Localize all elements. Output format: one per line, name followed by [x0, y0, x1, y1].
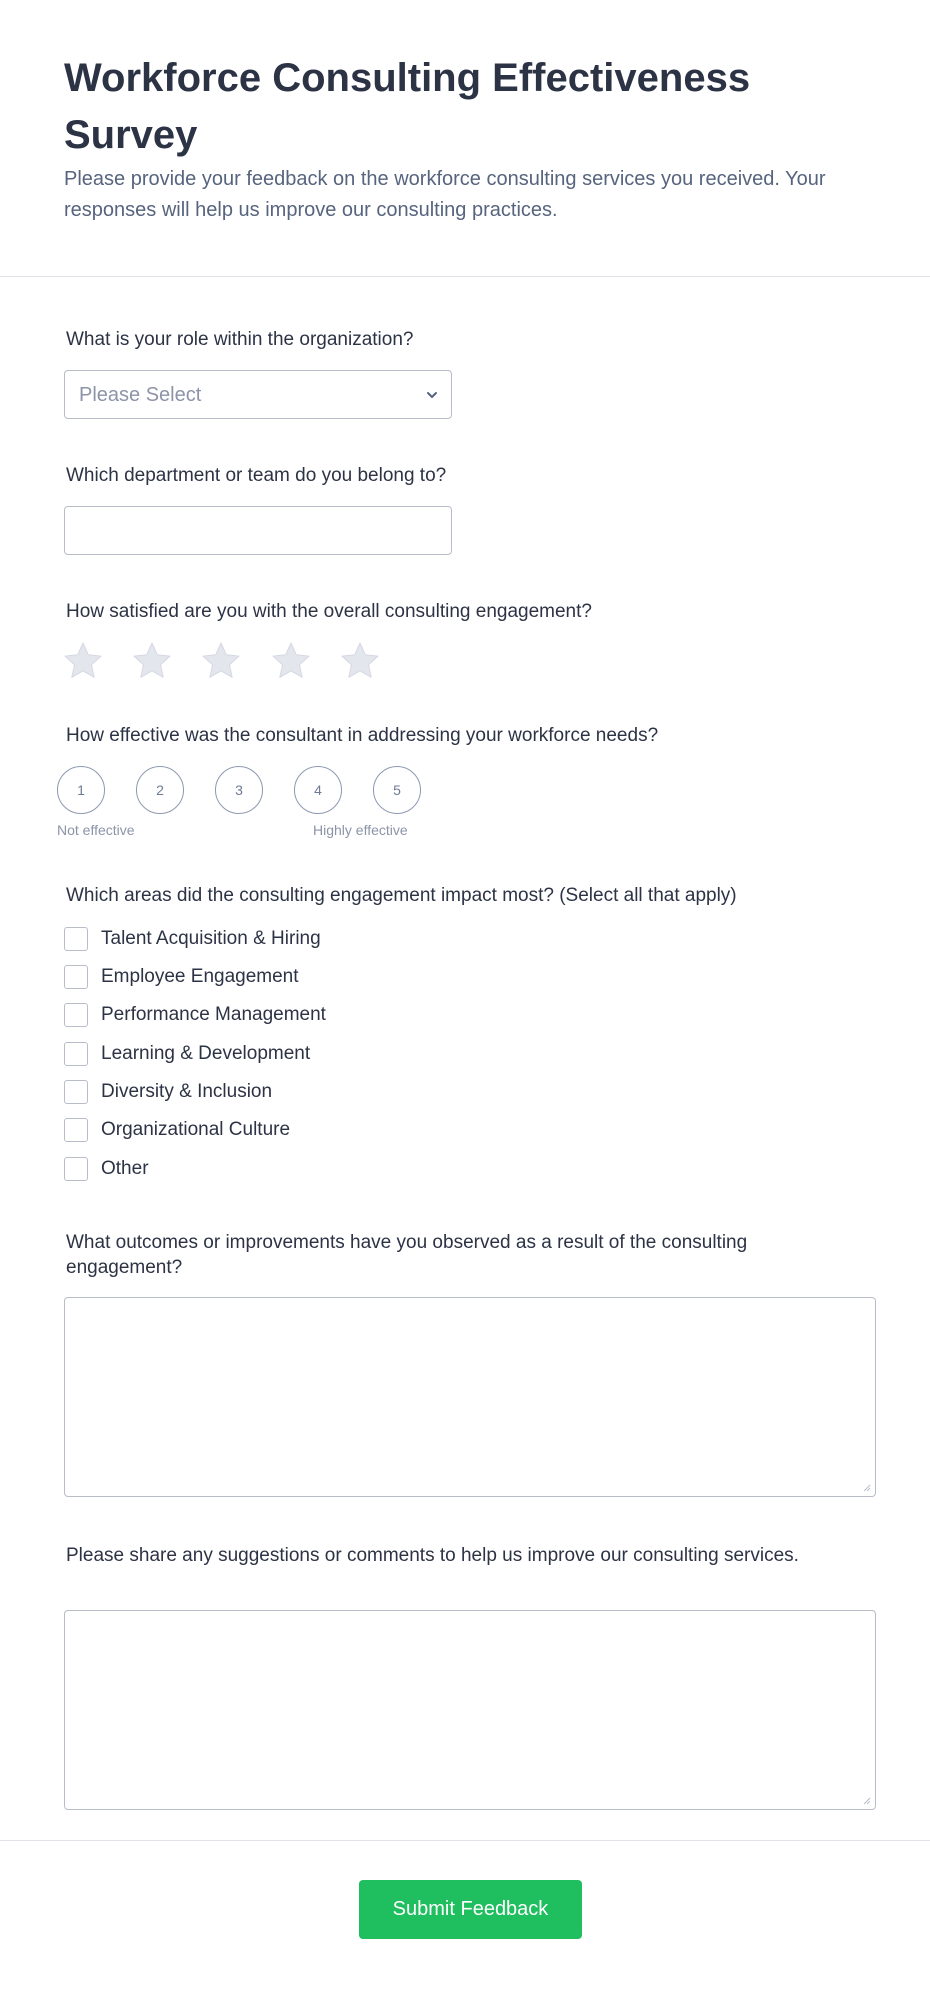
submit-button[interactable]: Submit Feedback: [359, 1880, 582, 1939]
checkbox[interactable]: [64, 1118, 88, 1142]
star-rating-2-icon[interactable]: [131, 640, 173, 682]
scale-option-2[interactable]: 2: [136, 766, 184, 814]
scale-option-1[interactable]: 1: [57, 766, 105, 814]
checkbox[interactable]: [64, 1080, 88, 1104]
suggestions-question-label: Please share any suggestions or comments to help us improve our consulting services.: [66, 1545, 799, 1566]
areas-question-label: Which areas did the consulting engagement impact most? (Select all that apply): [66, 885, 737, 906]
role-question-label: What is your role within the organization?: [66, 329, 414, 350]
satisfaction-question-label: How satisfied are you with the overall consulting engagement?: [66, 601, 592, 622]
outcomes-textarea[interactable]: [64, 1297, 876, 1497]
department-input[interactable]: [64, 506, 452, 555]
star-rating-1-icon[interactable]: [62, 640, 104, 682]
star-rating-5-icon[interactable]: [339, 640, 381, 682]
checkbox-option[interactable]: [64, 964, 664, 990]
star-rating-4-icon[interactable]: [270, 640, 312, 682]
resize-handle-icon[interactable]: [861, 1795, 871, 1805]
checkbox-option[interactable]: [64, 1079, 664, 1105]
department-question-label: Which department or team do you belong to?: [66, 465, 447, 486]
role-select[interactable]: [64, 370, 452, 419]
form-title: Workforce Consulting Effectiveness Survey: [64, 56, 751, 157]
checkbox-label: Performance Management: [101, 1004, 326, 1025]
checkbox[interactable]: [64, 965, 88, 989]
form-description: Please provide your feedback on the workforce consulting services you received. Your responses will help us improve our consulting practices.: [64, 168, 826, 221]
checkbox[interactable]: [64, 927, 88, 951]
suggestions-textarea[interactable]: [64, 1610, 876, 1810]
checkbox-label: Talent Acquisition & Hiring: [101, 928, 321, 949]
star-rating-3-icon[interactable]: [200, 640, 242, 682]
resize-handle-icon[interactable]: [861, 1482, 871, 1492]
checkbox-label: Diversity & Inclusion: [101, 1081, 273, 1102]
chevron-down-icon: [425, 388, 439, 402]
checkbox[interactable]: [64, 1157, 88, 1181]
scale-low-label: Not effective: [57, 822, 135, 838]
scale-option-3[interactable]: 3: [215, 766, 263, 814]
form-header: [0, 0, 930, 277]
checkbox-label: Employee Engagement: [101, 966, 299, 987]
scale-option-4[interactable]: 4: [294, 766, 342, 814]
scale-high-label: Highly effective: [313, 822, 408, 838]
checkbox-option[interactable]: [64, 1156, 664, 1182]
checkbox[interactable]: [64, 1042, 88, 1066]
checkbox-label: Learning & Development: [101, 1043, 311, 1064]
scale-option-5[interactable]: 5: [373, 766, 421, 814]
checkbox-option[interactable]: [64, 1041, 664, 1067]
outcomes-question-label: What outcomes or improvements have you observed as a result of the consulting engagement?: [66, 1232, 748, 1278]
role-select-value: Please Select: [79, 384, 202, 406]
checkbox[interactable]: [64, 1003, 88, 1027]
effectiveness-question-label: How effective was the consultant in addressing your workforce needs?: [66, 725, 659, 746]
checkbox-option[interactable]: [64, 926, 664, 952]
checkbox-option[interactable]: [64, 1117, 664, 1143]
checkbox-label: Organizational Culture: [101, 1119, 291, 1140]
checkbox-label: Other: [101, 1158, 149, 1179]
checkbox-option[interactable]: [64, 1002, 664, 1028]
